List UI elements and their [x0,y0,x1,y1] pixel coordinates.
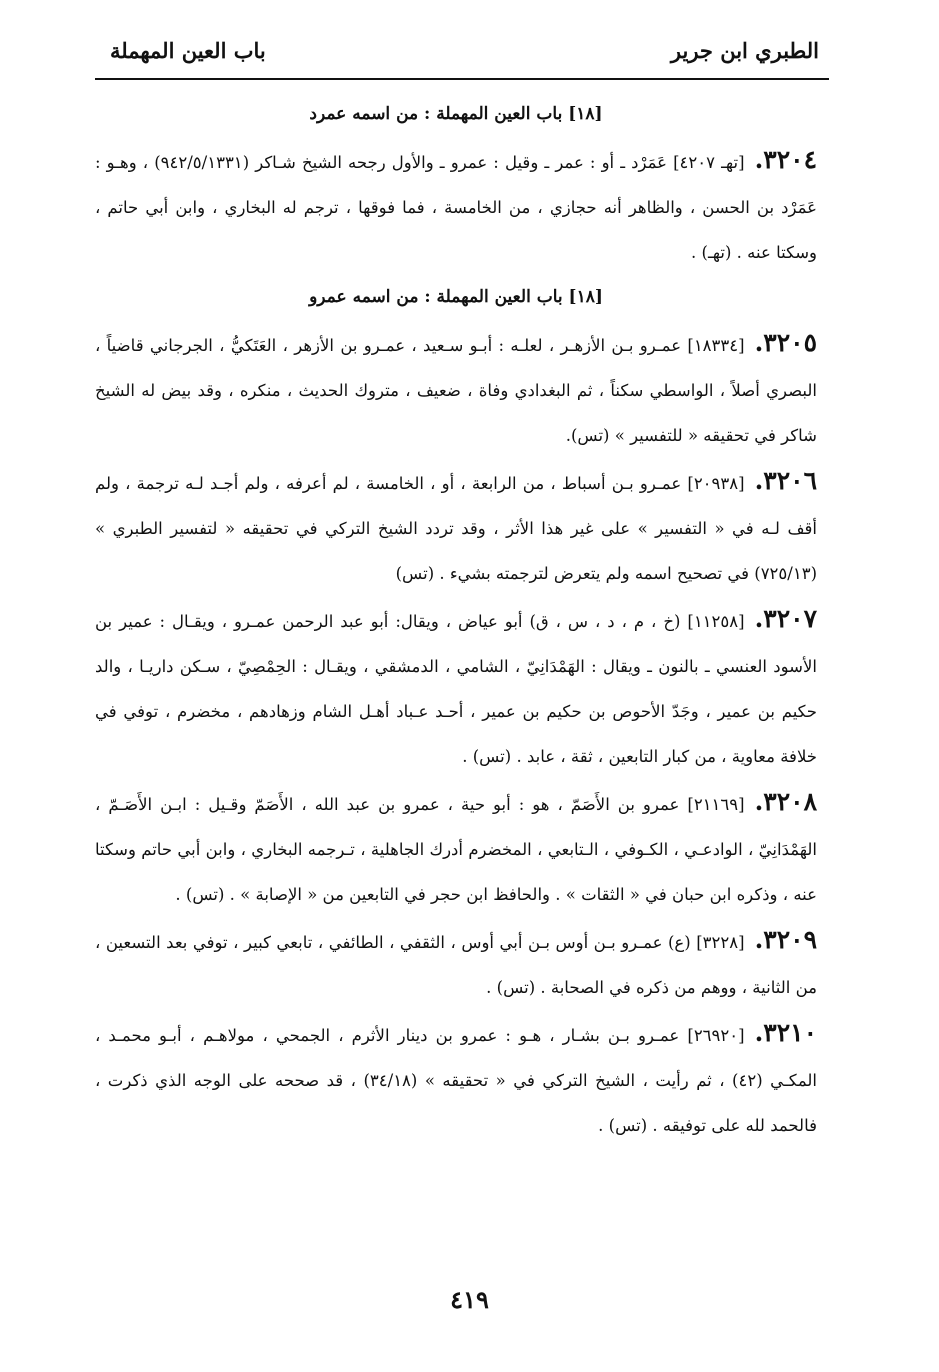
entry-text: [٣٢٢٨] (ع) عمـرو بـن أوس بـن أبي أوس ، الثقفي ، الطائفي ، تابعي كبير ، توفي بعد التسعين ، من الثانية ، ووهم من ذكره في الصحابة . (تس) . [95,933,817,997]
main-text [95,92,817,1148]
entry-3204 [95,137,817,275]
running-header-title: الطبري ابن جرير [670,38,819,63]
entry-3206 [95,458,817,596]
entry-number: ٣٢٠٦. [754,466,817,495]
entry-text: [٢١١٦٩] عمرو بن الأَصَمّ ، هو : أبو حية ، عمرو بن عبد الله ، الأَصَمّ وقـيل : ابـن الأَصَـمّ ، الهَمْدَانِيّ ، الوادعـي ، الكـوفي ، الـتابعي ، المخضرم أدرك الجاهلية ، تـرجمه البخاري ، وابن أبي حاتم وسكتا عنه ، وذكره ابن حبان في « الثقات » . والحافظ ابن حجر في التابعين من « الإصابة » . (تس) . [95,795,817,904]
page-number: ٤١٩ [450,1285,489,1314]
entry-number: ٣٢٠٩. [754,925,817,954]
section-heading: [١٨] باب العين المهملة : من اسمه عمرو [309,287,603,307]
entry-text: [٢٦٩٢٠] عمـرو بـن بشـار ، هـو : عمرو بن دينار الأثرم ، الجمحي ، مولاهـم ، أبـو محمـد ، المكـي (٤٢) ، ثم رأيت ، الشيخ التركي في « تحقيقه » (٣٤/١٨) ، قد صححه على الوجه الذي ذكرت ، فالحمد لله على توفيقه . (تس) . [95,1026,817,1135]
entry-3205 [95,320,817,458]
entry-3210 [95,1010,817,1148]
entry-number: ٣٢٠٧. [754,604,817,633]
running-header-chapter: باب العين المهملة [110,38,266,63]
entry-text: [تهـ ٤٢٠٧] عَمَرْد ـ أو : عمر ـ وقيل : عمرو ـ والأول رجحه الشيخ شـاكر (٩٤٢/٥/١٣٣١) ، وهـو : عَمَرْد بن الحسن ، والظاهر أنه حجازي ، من الخامسة ، فما فوقها ، ترجم له البخاري ، وابن أبي حاتم ، وسكتا عنه . (تهـ) . [95,153,817,262]
header-rule [95,78,829,80]
entry-3208 [95,779,817,917]
section-heading: [١٨] باب العين المهملة : من اسمه عمرد [309,104,603,124]
entry-text: [١٨٣٣٤] عمـرو بـن الأزهـر ، لعلـه : أبـو سـعيد ، عمـرو بن الأزهر ، العَتَكيُّ ، الجرجاني قاضياً ، البصري أصلاً ، الواسطي سكناً ، ثم البغدادي وفاة ، ضعيف ، متروك الحديث ، منكره ، وقد بيض له الشيخ شاكر في تحقيقه « للتفسير » (تس). [95,336,817,445]
entry-text: [١١٢٥٨] (خ ، م ، د ، س ، ق) أبو عياض ، ويقال: أبو عبد الرحمن عمـرو ، ويقـال : عمير بن الأسود العنسي ـ بالنون ـ ويقال : الهَمْدَانِيّ ، الشامي ، الدمشقي ، ويقـال : الحِمْصِيّ ، سـكن داريـا ، والد حكيم بن عمير ، وجَدّ الأحوص بن حكيم بن عمير ، أحـد عـباد أهـل الشام وزهادهم ، مخضرم ، توفي في خلافة معاوية ، من كبار التابعين ، ثقة ، عابد . (تس) . [95,612,817,766]
entry-number: ٣٢٠٤. [754,145,817,174]
entry-number: ٣٢١٠. [754,1018,817,1047]
entry-number: ٣٢٠٨. [754,787,817,816]
entry-text: [٢٠٩٣٨] عمـرو بـن أسباط ، من الرابعة ، أو ، الخامسة ، لم أعرفه ، ولم أجـد لـه ترجمة ، ولم أقف لـه في « التفسير » على غير هذا الأثر ، وقد تردد الشيخ التركي في تحقيقه « لتفسير الطبري » (٧٢٥/١٣) في تصحيح اسمه ولم يتعرض لترجمته بشيء . (تس) [95,474,817,583]
entry-number: ٣٢٠٥. [754,328,817,357]
entry-3209 [95,917,817,1010]
entry-3207 [95,596,817,779]
